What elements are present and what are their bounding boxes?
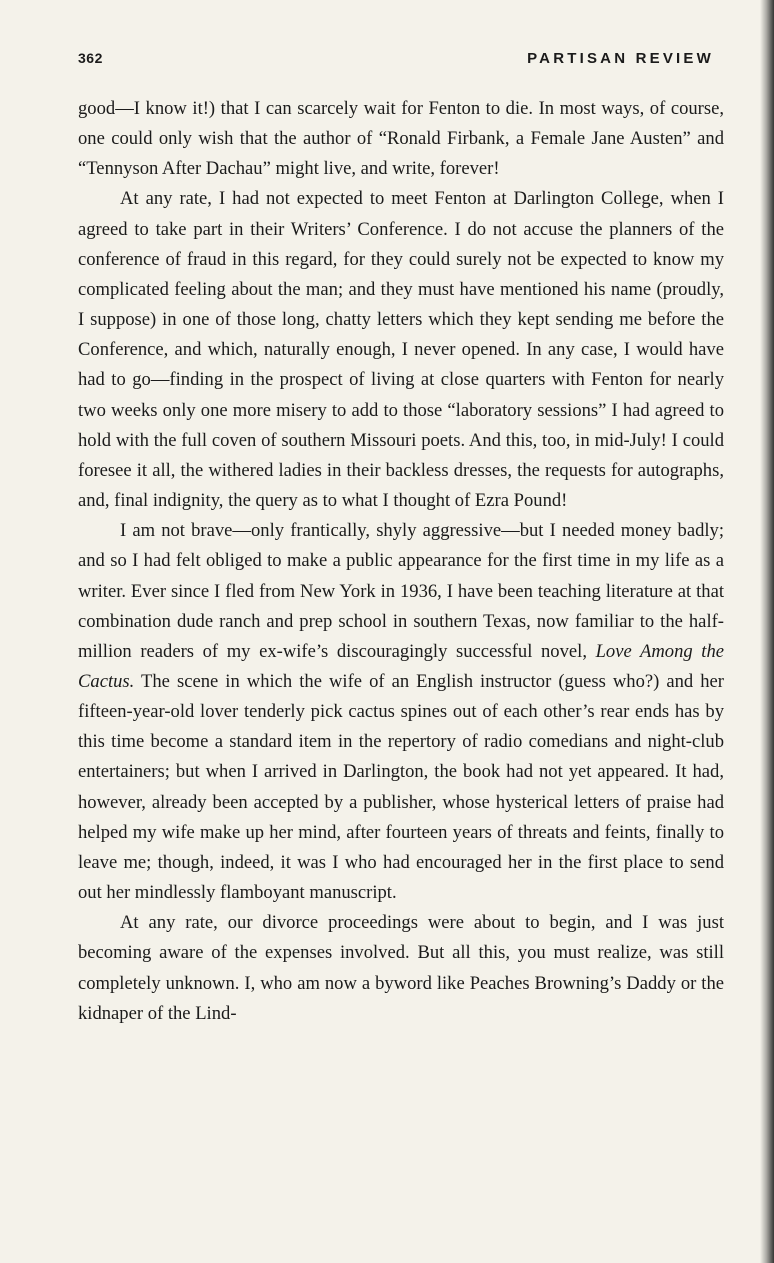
paragraph-3-text-after: The scene in which the wife of an English instructor (guess who?) and her fifteen-year-old lover tenderly pick cactus spines out of each other’s rear ends has by this time become a standard item in the repertory of radio comedians and night-club entertainers; but when I arrived in Darlington, the book had not yet appeared. It had, however, already been accepted by a publisher, whose hysterical letters of praise had helped my wife make up her mind, after fourteen years of threats and feints, finally to leave me; though, indeed, it was I who had encouraged her in the first place to send out her mindlessly flamboyant manuscript. [78, 670, 724, 904]
running-head [78, 50, 718, 74]
journal-title: PARTISAN REVIEW [527, 50, 714, 67]
page-number: 362 [78, 50, 103, 66]
paragraph-3-text-before: I am not brave—only frantically, shyly aggressive—but I needed money badly; and so I had felt obliged to make a public appearance for the first time in my life as a writer. Ever since I fled from New York in 1936, I have been teaching literature at that combination dude ranch and prep school in southern Texas, now familiar to the half-million readers of my ex-wife’s discouragingly successful novel, [78, 520, 724, 662]
page-binding-shadow [760, 0, 774, 1263]
paragraph-2: At any rate, I had not expected to meet Fenton at Darlington College, when I agreed to take part in their Writers’ Conference. I do not accuse the planners of the conference of fraud in this regard, for they could surely not be expected to know my complicated feeling about the man; and they must have mentioned his name (proudly, I suppose) in one of those long, chatty letters which they kept sending me before the Conference, and which, naturally enough, I never opened. In any case, I would have had to go—finding in the prospect of living at close quarters with Fenton for nearly two weeks only one more misery to add to those “laboratory sessions” I had agreed to hold with the full coven of southern Missouri poets. And this, too, in mid-July! I could foresee it all, the withered ladies in their backless dresses, the requests for autographs, and, final indignity, the query as to what I thought of Ezra Pound! [78, 188, 724, 512]
article-body [78, 94, 724, 1029]
paragraph-3 [78, 516, 724, 908]
paragraph-4: At any rate, our divorce proceedings were about to begin, and I was just becoming aware of the expenses involved. But all this, you must realize, was still completely unknown. I, who am now a byword like Peaches Browning’s Daddy or the kidnaper of the Lind- [78, 912, 724, 1024]
paragraph-1: good—I know it!) that I can scarcely wait for Fenton to die. In most ways, of course, one could only wish that the author of “Ronald Firbank, a Female Jane Austen” and “Tennyson After Dachau” might live, and write, forever! [78, 98, 724, 180]
book-title: Love Among the Cactus. [78, 640, 724, 692]
